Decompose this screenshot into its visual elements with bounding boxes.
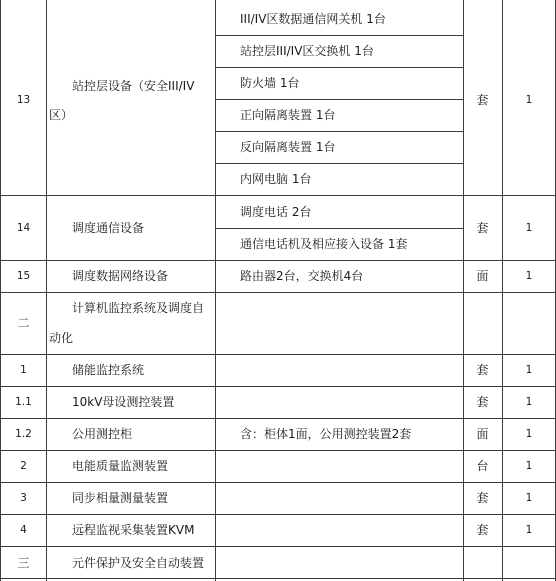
- row-name: 调度数据网络设备: [72, 269, 169, 283]
- row-number: 13: [16, 94, 31, 106]
- row-unit: 面: [476, 427, 489, 441]
- row-unit: 套: [476, 491, 489, 505]
- row-unit: 套: [476, 395, 489, 409]
- row-divider: [215, 99, 463, 100]
- row-divider: [0, 578, 556, 579]
- spec-item: 站控层III/IV区交换机 1台: [240, 44, 374, 58]
- row-unit: 面: [476, 269, 489, 283]
- section-title: 元件保护及安全自动装置: [72, 556, 205, 570]
- row-number: 15: [16, 270, 31, 282]
- spec-item: 内网电脑 1台: [240, 172, 312, 186]
- row-quantity: 1: [525, 428, 533, 440]
- spec-item: III/IV区数据通信网关机 1台: [240, 12, 386, 26]
- spec-item: 调度电话 2台: [240, 205, 312, 219]
- row-unit: 套: [476, 221, 489, 235]
- row-quantity: 1: [525, 364, 533, 376]
- spec-item: 正向隔离装置 1台: [240, 108, 336, 122]
- row-quantity: 1: [525, 396, 533, 408]
- spec-item: 含：柜体1面，公用测控装置2套: [240, 427, 412, 441]
- row-unit: 套: [476, 363, 489, 377]
- row-number: 14: [16, 222, 31, 234]
- row-name: 站控层设备（安全III/IV: [72, 79, 195, 93]
- spec-item: 防火墙 1台: [240, 76, 300, 90]
- row-unit: 套: [476, 93, 489, 107]
- row-number: 2: [20, 460, 27, 472]
- row-unit: 台: [476, 459, 489, 473]
- row-name: 储能监控系统: [72, 363, 145, 377]
- row-quantity: 1: [525, 460, 533, 472]
- row-name-continued: 区）: [49, 108, 74, 122]
- row-quantity: 1: [525, 524, 533, 536]
- section-title: 计算机监控系统及调度自: [72, 301, 205, 315]
- row-divider: [0, 450, 556, 451]
- row-number: 4: [20, 524, 27, 536]
- column-divider: [46, 0, 47, 581]
- spec-item: 通信电话机及相应接入设备 1套: [240, 237, 408, 251]
- section-title-continued: 动化: [49, 331, 74, 345]
- section-number: 二: [17, 316, 30, 330]
- row-number: 1.2: [15, 428, 32, 440]
- row-name: 10kV母设测控装置: [72, 395, 175, 409]
- column-divider: [215, 0, 216, 581]
- row-divider: [0, 546, 556, 547]
- row-divider: [0, 260, 556, 261]
- row-name: 电能质量监测装置: [72, 459, 169, 473]
- row-unit: 套: [476, 523, 489, 537]
- row-divider: [215, 131, 463, 132]
- row-divider: [0, 195, 556, 196]
- row-divider: [0, 418, 556, 419]
- row-divider: [215, 163, 463, 164]
- row-divider: [215, 35, 463, 36]
- row-divider: [0, 386, 556, 387]
- row-divider: [0, 292, 556, 293]
- row-divider: [0, 482, 556, 483]
- row-quantity: 1: [525, 270, 533, 282]
- row-name: 远程监视采集装置KVM: [72, 523, 195, 537]
- row-divider: [0, 514, 556, 515]
- row-number: 3: [20, 492, 27, 504]
- section-number: 三: [17, 556, 30, 570]
- row-number: 1.1: [15, 396, 32, 408]
- row-divider: [215, 67, 463, 68]
- row-name: 调度通信设备: [72, 221, 145, 235]
- row-quantity: 1: [525, 94, 533, 106]
- row-number: 1: [20, 364, 27, 376]
- spec-item: 反向隔离装置 1台: [240, 140, 336, 154]
- row-divider: [215, 228, 463, 229]
- row-quantity: 1: [525, 222, 533, 234]
- row-name: 公用测控柜: [72, 427, 133, 441]
- spec-item: 路由器2台，交换机4台: [240, 269, 364, 283]
- row-divider: [0, 354, 556, 355]
- row-quantity: 1: [525, 492, 533, 504]
- row-name: 同步相量测量装置: [72, 491, 169, 505]
